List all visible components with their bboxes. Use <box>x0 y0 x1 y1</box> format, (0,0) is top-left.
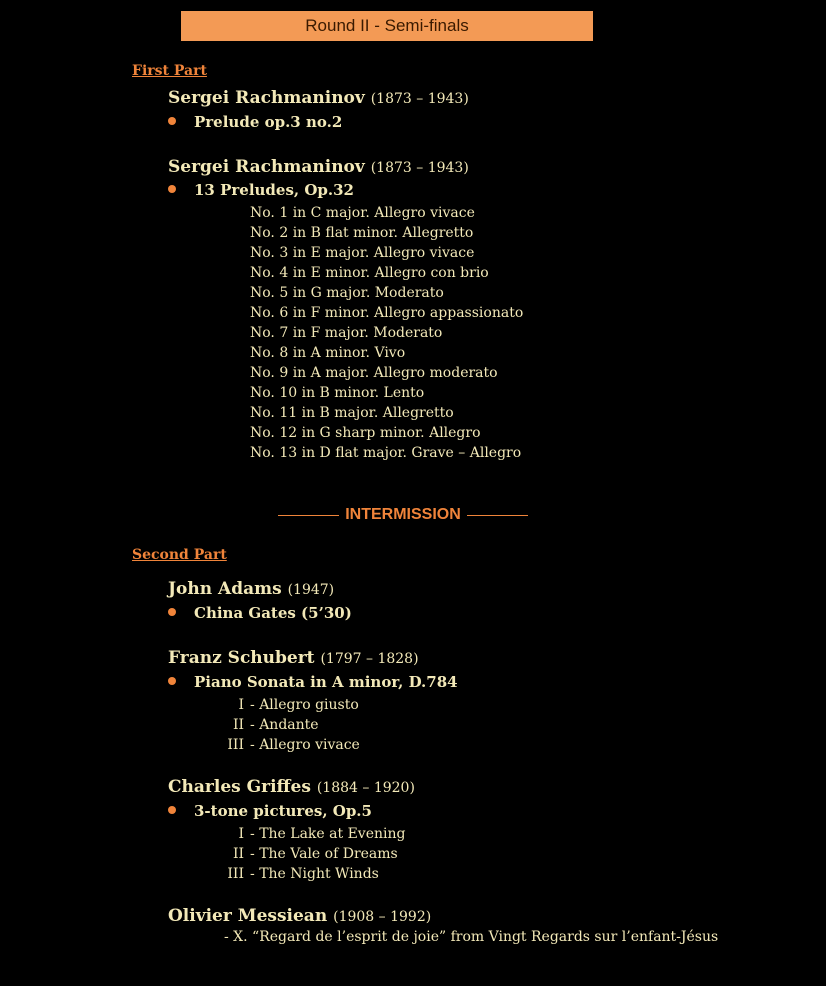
intermission-label: INTERMISSION <box>345 506 461 523</box>
prelude-list <box>250 203 523 463</box>
bullet-icon <box>168 117 176 125</box>
composer-name: Olivier Messiean <box>168 906 328 926</box>
first-part-heading: First Part <box>132 63 207 79</box>
composer-name: Sergei Rachmaninov <box>168 157 365 177</box>
intermission-divider <box>278 503 528 527</box>
list-item: II - Andante <box>222 715 360 735</box>
work-title <box>168 604 352 622</box>
composer-years: (1884 – 1920) <box>316 780 415 796</box>
list-item: III - Allegro vivace <box>222 735 360 755</box>
list-item: No. 10 in B minor. Lento <box>250 385 425 401</box>
divider-line <box>278 515 339 516</box>
composer-heading <box>168 777 415 797</box>
composer-heading <box>168 157 469 177</box>
work-title <box>168 181 354 199</box>
composer-name: Franz Schubert <box>168 648 315 668</box>
composer-years: (1797 – 1828) <box>320 651 419 667</box>
composer-heading <box>168 579 334 599</box>
list-item: No. 6 in F minor. Allegro appassionato <box>250 305 524 321</box>
movement-number: II <box>232 717 244 733</box>
list-item: No. 12 in G sharp minor. Allegro <box>250 425 481 441</box>
list-item: No. 3 in E major. Allegro vivace <box>250 245 475 261</box>
composer-name: Sergei Rachmaninov <box>168 88 365 108</box>
composer-years: (1947) <box>287 582 335 598</box>
list-item: No. 5 in G major. Moderato <box>250 285 444 301</box>
movement-title: The Vale of Dreams <box>259 846 398 862</box>
second-part-heading: Second Part <box>132 547 227 563</box>
composer-name: Charles Griffes <box>168 777 311 797</box>
movement-title: The Night Winds <box>259 866 379 882</box>
movement-number: III <box>227 737 244 753</box>
composer-heading <box>168 648 419 668</box>
list-item: No. 1 in C major. Allegro vivace <box>250 205 475 221</box>
list-item: No. 11 in B major. Allegretto <box>250 405 454 421</box>
work-label: 3-tone pictures, Op.5 <box>194 802 372 820</box>
bullet-icon <box>168 806 176 814</box>
work-label: Prelude op.3 no.2 <box>194 113 343 131</box>
divider-line <box>467 515 528 516</box>
list-item: II - The Vale of Dreams <box>222 844 405 864</box>
movement-number: III <box>227 866 244 882</box>
work-label: China Gates (5’30) <box>194 604 352 622</box>
composer-years: (1873 – 1943) <box>370 160 469 176</box>
bullet-icon <box>168 677 176 685</box>
list-item: III - The Night Winds <box>222 864 405 884</box>
movement-number: I <box>238 826 244 842</box>
composer-heading <box>168 88 469 108</box>
work-label: Piano Sonata in A minor, D.784 <box>194 673 458 691</box>
list-item: No. 7 in F major. Moderato <box>250 325 443 341</box>
list-item: No. 8 in A minor. Vivo <box>250 345 406 361</box>
work-title <box>168 802 372 820</box>
round-banner: Round II - Semi-finals <box>181 11 593 41</box>
composer-years: (1873 – 1943) <box>370 91 469 107</box>
composer-heading <box>168 906 431 926</box>
work-detail: - X. “Regard de l’esprit de joie” from Vingt Regards sur l’enfant-Jésus <box>224 929 719 945</box>
movement-list <box>222 824 405 884</box>
list-item: No. 13 in D flat major. Grave – Allegro <box>250 445 522 461</box>
movement-title: Andante <box>259 717 319 733</box>
movement-number: I <box>238 697 244 713</box>
list-item: No. 9 in A major. Allegro moderato <box>250 365 498 381</box>
composer-years: (1908 – 1992) <box>333 909 432 925</box>
movement-number: II <box>232 846 244 862</box>
movement-title: Allegro vivace <box>259 737 360 753</box>
composer-name: John Adams <box>168 579 282 599</box>
bullet-icon <box>168 185 176 193</box>
bullet-icon <box>168 608 176 616</box>
list-item: No. 2 in B flat minor. Allegretto <box>250 225 474 241</box>
list-item: I - Allegro giusto <box>222 695 360 715</box>
movement-title: The Lake at Evening <box>259 826 406 842</box>
list-item: I - The Lake at Evening <box>222 824 405 844</box>
work-title <box>168 113 342 131</box>
work-label: 13 Preludes, Op.32 <box>194 181 354 199</box>
list-item: No. 4 in E minor. Allegro con brio <box>250 265 489 281</box>
work-title <box>168 673 458 691</box>
movement-list <box>222 695 360 755</box>
movement-title: Allegro giusto <box>259 697 359 713</box>
